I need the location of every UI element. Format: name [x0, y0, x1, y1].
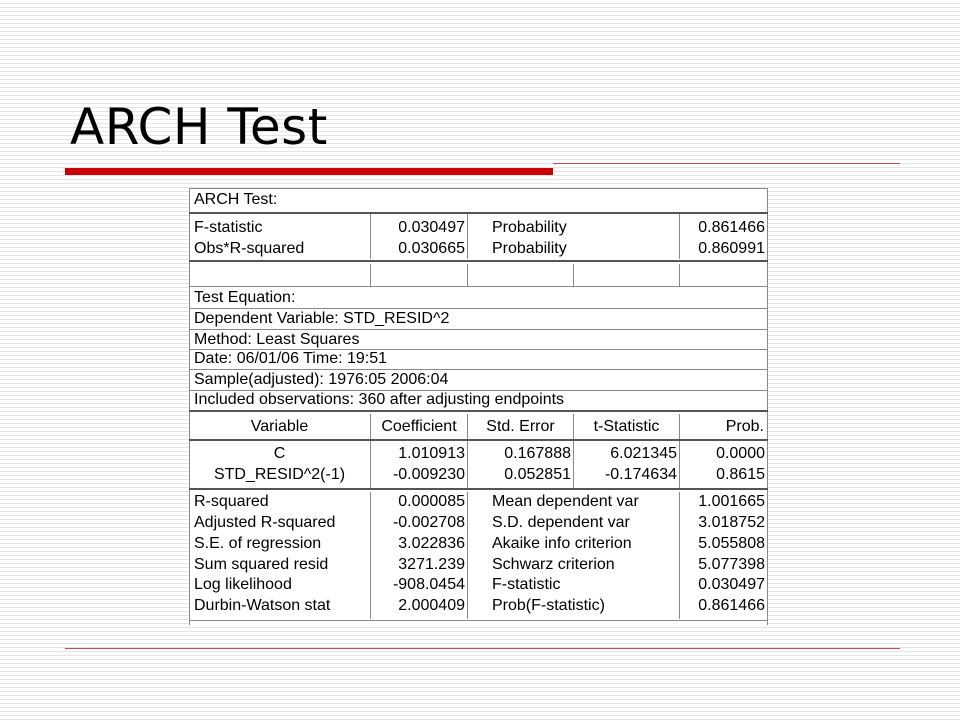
- coef-std-error: 0.167888: [504, 445, 571, 462]
- stat-label: Sum squared resid: [194, 556, 329, 573]
- equation-included: Included observations: 360 after adjusting endpoints: [194, 391, 565, 408]
- stat-label: Prob(F-statistic): [492, 597, 605, 614]
- stat-value: 1.001665: [698, 493, 765, 510]
- stat-label: Log likelihood: [194, 576, 292, 593]
- stat-value: 0.000085: [398, 493, 465, 510]
- test-prob: 0.860991: [698, 240, 765, 257]
- arch-header: ARCH Test:: [194, 191, 278, 208]
- stat-value: -0.002708: [392, 514, 465, 531]
- divider: [189, 439, 768, 441]
- coef-header-t-statistic: t-Statistic: [593, 418, 660, 435]
- col-divider: [370, 264, 371, 286]
- stat-value: -908.0454: [392, 576, 465, 593]
- stat-value: 3.022836: [398, 535, 465, 552]
- coef-header-coefficient: Coefficient: [381, 418, 457, 435]
- stat-value: 5.055808: [698, 535, 765, 552]
- table-bottom-border: [189, 620, 768, 621]
- col-divider: [467, 214, 468, 259]
- table-left-border: [189, 188, 190, 625]
- col-divider: [467, 264, 468, 286]
- coef-header-std-error: Std. Error: [486, 418, 555, 435]
- stat-value: 2.000409: [398, 597, 465, 614]
- test-name: F-statistic: [194, 219, 263, 236]
- stat-label: Durbin-Watson stat: [194, 597, 331, 614]
- test-prob-label: Probability: [492, 240, 567, 257]
- stat-value: 5.077398: [698, 556, 765, 573]
- coef-t-stat: -0.174634: [604, 466, 677, 483]
- divider: [189, 260, 768, 262]
- equation-title: Test Equation:: [194, 289, 296, 306]
- equation-sample: Sample(adjusted): 1976:05 2006:04: [194, 371, 449, 388]
- divider: [189, 410, 768, 412]
- table-right-border: [767, 188, 768, 625]
- stat-label: S.D. dependent var: [492, 514, 630, 531]
- equation-date: Date: 06/01/06 Time: 19:51: [194, 350, 388, 367]
- test-value: 0.030497: [398, 219, 465, 236]
- test-prob: 0.861466: [698, 219, 765, 236]
- coef-header-variable: Variable: [250, 418, 309, 435]
- stat-value: 3271.239: [398, 556, 465, 573]
- coef-header-prob: Prob.: [725, 418, 764, 435]
- col-divider: [467, 492, 468, 619]
- stat-label: Mean dependent var: [492, 493, 639, 510]
- col-divider: [573, 264, 574, 286]
- equation-dependent: Dependent Variable: STD_RESID^2: [194, 310, 450, 327]
- title-underline-accent: [65, 168, 553, 175]
- col-divider: [679, 264, 680, 286]
- footer-rule: [65, 648, 900, 649]
- coef-variable: C: [273, 445, 286, 462]
- coef-prob: 0.8615: [716, 466, 765, 483]
- coef-value: 1.010913: [398, 445, 465, 462]
- stat-value: 0.030497: [698, 576, 765, 593]
- equation-method: Method: Least Squares: [194, 331, 360, 348]
- test-value: 0.030665: [398, 240, 465, 257]
- arch-test-output-table: [189, 188, 768, 625]
- divider: [189, 212, 768, 214]
- coef-prob: 0.0000: [716, 445, 765, 462]
- stat-label: Adjusted R-squared: [194, 514, 336, 531]
- stat-value: 3.018752: [698, 514, 765, 531]
- coef-variable: STD_RESID^2(-1): [213, 466, 346, 483]
- stat-label: Schwarz criterion: [492, 556, 615, 573]
- divider: [189, 286, 768, 287]
- coef-t-stat: 6.021345: [610, 445, 677, 462]
- divider: [189, 488, 768, 490]
- coef-value: -0.009230: [392, 466, 465, 483]
- stat-value: 0.861466: [698, 597, 765, 614]
- test-prob-label: Probability: [492, 219, 567, 236]
- title-underline-rule: [553, 163, 900, 164]
- stat-label: F-statistic: [492, 576, 561, 593]
- coef-std-error: 0.052851: [504, 466, 571, 483]
- table-top-border: [189, 188, 768, 189]
- stat-label: R-squared: [194, 493, 269, 510]
- test-name: Obs*R-squared: [194, 240, 305, 257]
- slide-title: ARCH Test: [70, 98, 328, 156]
- stat-label: S.E. of regression: [194, 535, 322, 552]
- stat-label: Akaike info criterion: [492, 535, 632, 552]
